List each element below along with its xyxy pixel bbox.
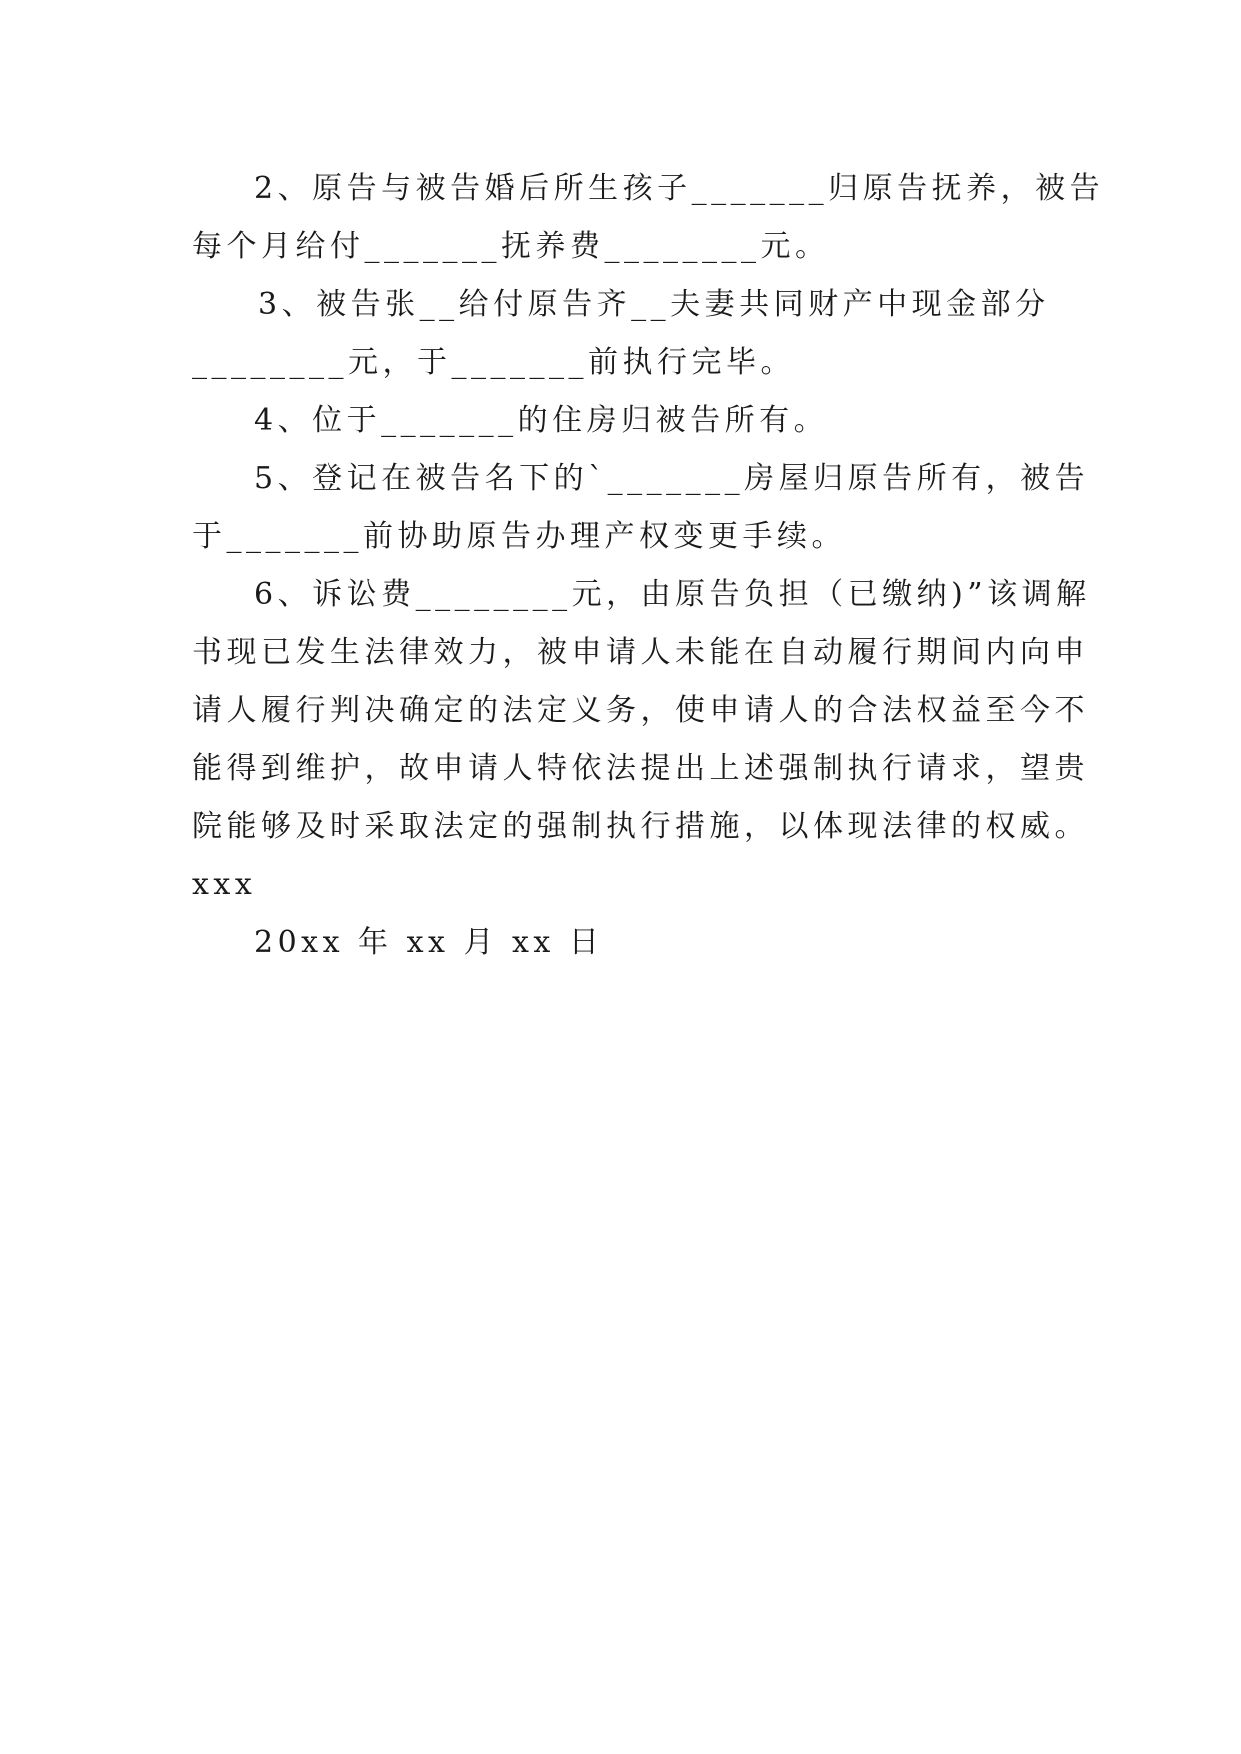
item-6-line-5: 院能够及时采取法定的强制执行措施，以体现法律的权威。 (192, 809, 1089, 844)
item-6-line-3: 请人履行判决确定的法定义务，使申请人的合法权益至今不 (192, 693, 1089, 728)
signature-name: xxx (192, 867, 257, 902)
item-3-line-2: ________元，于_______前执行完毕。 (192, 345, 795, 380)
item-6-line-4: 能得到维护，故申请人特依法提出上述强制执行请求，望贵 (192, 751, 1089, 786)
item-6-line-1: 6、诉讼费________元，由原告负担（已缴纳)”该调解 (254, 577, 1091, 612)
signature-date: 20xx 年 xx 月 xx 日 (254, 925, 604, 960)
item-6-line-2: 书现已发生法律效力，被申请人未能在自动履行期间内向申 (192, 635, 1089, 670)
item-5-line-2: 于_______前协助原告办理产权变更手续。 (192, 519, 846, 554)
document-page (192, 160, 1105, 972)
item-2-line-2: 每个月给付_______抚养费________元。 (192, 229, 830, 264)
item-3-line-1: 3、被告张__给付原告齐__夫妻共同财产中现金部分 (258, 287, 1050, 322)
item-5-line-1: 5、登记在被告名下的`_______房屋归原告所有，被告 (254, 461, 1090, 496)
item-2-line-1: 2、原告与被告婚后所生孩子_______归原告抚养，被告 (254, 171, 1105, 206)
item-4-line-1: 4、位于_______的住房归被告所有。 (254, 403, 829, 438)
